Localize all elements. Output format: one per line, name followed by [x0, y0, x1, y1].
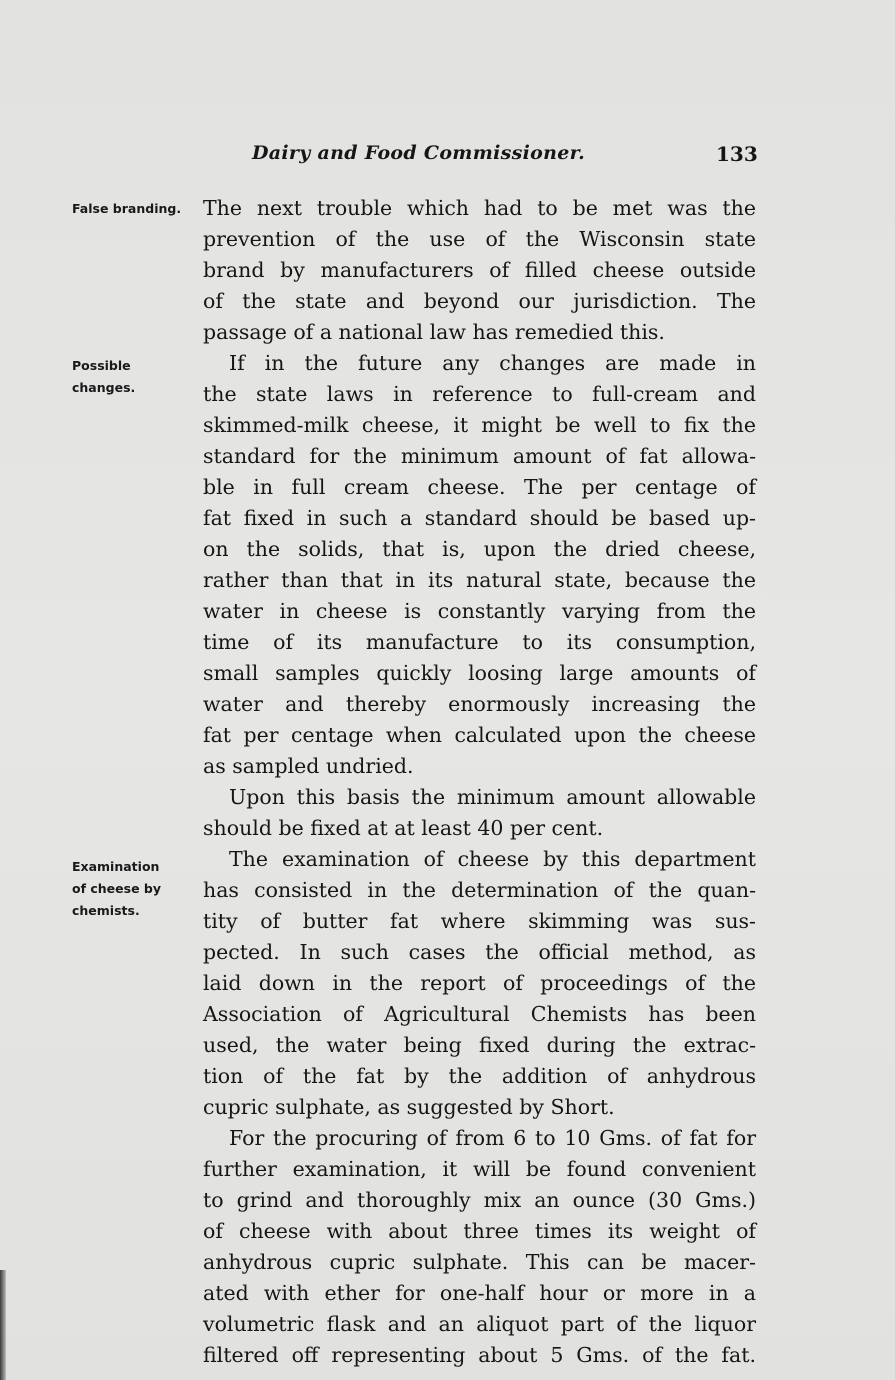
text-line: time of its manufacture to its consumption,	[203, 630, 756, 654]
sidenote-false-branding	[72, 198, 212, 220]
paragraph	[203, 782, 756, 844]
text-line: on the solids, that is, upon the dried cheese,	[203, 537, 756, 561]
text-line: tity of butter fat where skimming was sus-	[203, 909, 756, 933]
sidenote-line: Possible	[72, 358, 131, 373]
paragraph	[203, 193, 756, 348]
text-line: If in the future any changes are made in	[229, 351, 756, 375]
page-number: 133	[716, 142, 758, 166]
text-line: to grind and thoroughly mix an ounce (30 Gms.)	[203, 1188, 756, 1212]
text-line: skimmed-milk cheese, it might be well to fix the	[203, 413, 756, 437]
text-line: as sampled undried.	[203, 754, 414, 778]
text-line: Association of Agricultural Chemists has been	[203, 1002, 756, 1026]
text-line: used, the water being fixed during the extrac-	[203, 1033, 756, 1057]
sidenote-line: chemists.	[72, 903, 140, 918]
text-line: filtered off representing about 5 Gms. of the fat.	[203, 1343, 756, 1367]
text-line: water and thereby enormously increasing the	[203, 692, 756, 716]
paragraph	[203, 348, 756, 782]
sidenote-line: of cheese by	[72, 881, 162, 896]
text-line: should be fixed at at least 40 per cent.	[203, 816, 604, 840]
text-line: laid down in the report of proceedings of the	[203, 971, 756, 995]
text-line: small samples quickly loosing large amounts of	[203, 661, 756, 685]
text-line: tion of the fat by the addition of anhydrous	[203, 1064, 756, 1088]
text-line: has consisted in the determination of the quan-	[203, 878, 756, 902]
page-title: Dairy and Food Commissioner.	[252, 142, 586, 164]
text-line: prevention of the use of the Wisconsin state	[203, 227, 756, 251]
body-text	[203, 193, 756, 1371]
text-line: rather than that in its natural state, because the	[203, 568, 756, 592]
text-line: cupric sulphate, as suggested by Short.	[203, 1095, 615, 1119]
text-line: of the state and beyond our jurisdiction. The	[203, 289, 756, 313]
sidenote-line: False branding.	[72, 201, 182, 216]
text-line: brand by manufacturers of filled cheese outside	[203, 258, 756, 282]
text-line: ated with ether for one-half hour or more in a	[203, 1281, 756, 1305]
text-line: passage of a national law has remedied this.	[203, 320, 665, 344]
text-line: For the procuring of from 6 to 10 Gms. of fat for	[229, 1126, 756, 1150]
text-line: water in cheese is constantly varying from the	[203, 599, 756, 623]
text-line: fat per centage when calculated upon the cheese	[203, 723, 756, 747]
sidenote-line: Examination	[72, 859, 160, 874]
text-line: standard for the minimum amount of fat allowa-	[203, 444, 756, 468]
sidenote-examination	[72, 856, 212, 922]
text-line: anhydrous cupric sulphate. This can be macer-	[203, 1250, 756, 1274]
text-line: the state laws in reference to full-cream and	[203, 382, 756, 406]
text-line: fat fixed in such a standard should be based up-	[203, 506, 756, 530]
text-line: pected. In such cases the official method, as	[203, 940, 756, 964]
running-head	[0, 142, 895, 172]
sidenote-possible-changes	[72, 355, 212, 399]
text-line: The examination of cheese by this department	[229, 847, 756, 871]
text-line: volumetric flask and an aliquot part of the liquor	[203, 1312, 756, 1336]
paragraph	[203, 844, 756, 1123]
paragraph	[203, 1123, 756, 1371]
text-line: ble in full cream cheese. The per centage of	[203, 475, 756, 499]
page-edge-shadow	[0, 1270, 6, 1380]
text-line: further examination, it will be found convenient	[203, 1157, 756, 1181]
sidenote-line: changes.	[72, 380, 136, 395]
text-line: of cheese with about three times its weight of	[203, 1219, 756, 1243]
text-line: The next trouble which had to be met was the	[203, 196, 756, 220]
text-line: Upon this basis the minimum amount allowable	[229, 785, 756, 809]
